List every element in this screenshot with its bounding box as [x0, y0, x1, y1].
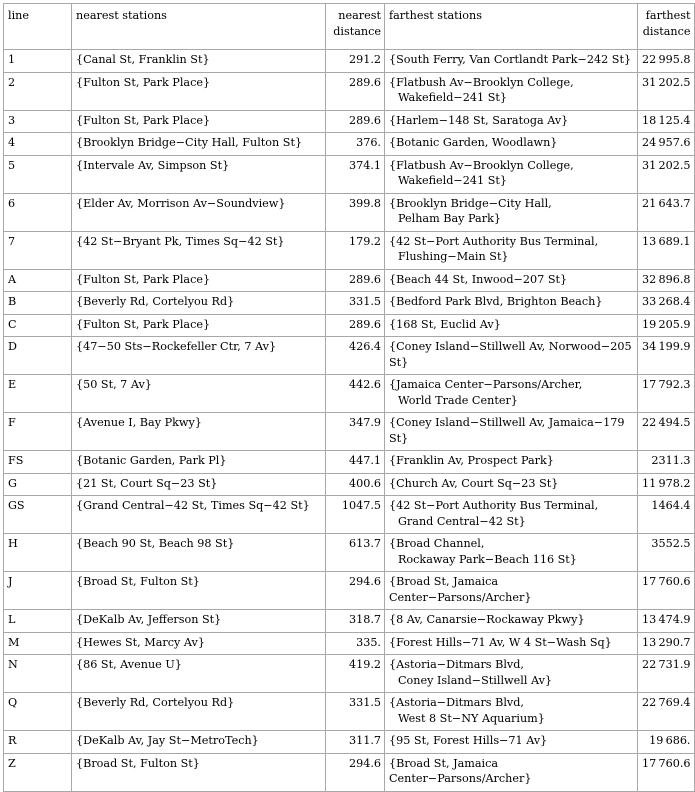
cell-nearest-distance: 426.4: [326, 337, 385, 375]
cell-line: 5: [4, 155, 72, 193]
table-row: [4, 375, 695, 413]
cell-line: C: [4, 314, 72, 337]
header-nearest-distance-line-1: nearest: [338, 9, 381, 22]
cell-line: N: [4, 655, 72, 693]
farthest-stations-line-1: {Harlem−148 St, Saratoga Av}: [389, 113, 569, 127]
cell-farthest-distance: 17 792.3: [638, 375, 695, 413]
cell-nearest-stations: {Brooklyn Bridge−City Hall, Fulton St}: [72, 133, 326, 156]
cell-farthest-stations: [385, 753, 638, 791]
cell-farthest-stations: [385, 193, 638, 231]
cell-nearest-distance: 374.1: [326, 155, 385, 193]
cell-farthest-stations: [385, 375, 638, 413]
cell-nearest-stations: {Hewes St, Marcy Av}: [72, 632, 326, 655]
cell-line: G: [4, 473, 72, 496]
farthest-stations-line-1: {Broad Channel,: [389, 537, 485, 550]
table-row: [4, 731, 695, 754]
cell-farthest-distance: 17 760.6: [638, 572, 695, 610]
cell-nearest-stations: {50 St, 7 Av}: [72, 375, 326, 413]
cell-line: M: [4, 632, 72, 655]
cell-nearest-distance: 447.1: [326, 451, 385, 474]
cell-nearest-stations: {Fulton St, Park Place}: [72, 269, 326, 292]
table-row: [4, 753, 695, 791]
cell-nearest-stations: {Beach 90 St, Beach 98 St}: [72, 534, 326, 572]
header-line: line: [4, 4, 72, 50]
cell-farthest-stations: [385, 133, 638, 156]
farthest-stations-line-1: {Broad St, Jamaica Center−Parsons/Archer}: [389, 756, 532, 785]
table-row: [4, 610, 695, 633]
cell-farthest-distance: 24 957.6: [638, 133, 695, 156]
cell-farthest-distance: 22 995.8: [638, 50, 695, 73]
farthest-stations-line-1: {Forest Hills−71 Av, W 4 St−Wash Sq}: [389, 635, 612, 649]
cell-farthest-stations: [385, 610, 638, 633]
subway-distance-table: [3, 3, 695, 792]
cell-line: J: [4, 572, 72, 610]
table-row: [4, 473, 695, 496]
farthest-stations-line-2: West 8 St−NY Aquarium}: [398, 711, 545, 725]
table-container: [3, 3, 695, 792]
cell-farthest-stations: [385, 473, 638, 496]
cell-farthest-distance: 2311.3: [638, 451, 695, 474]
table-row: [4, 231, 695, 269]
cell-farthest-distance: 34 199.9: [638, 337, 695, 375]
cell-line: 6: [4, 193, 72, 231]
cell-farthest-stations: [385, 451, 638, 474]
cell-line: D: [4, 337, 72, 375]
cell-farthest-stations: [385, 314, 638, 337]
table-body: [4, 50, 695, 792]
cell-farthest-stations: [385, 269, 638, 292]
table-row: [4, 337, 695, 375]
table-row: [4, 451, 695, 474]
cell-farthest-stations: [385, 731, 638, 754]
cell-nearest-stations: {Elder Av, Morrison Av−Soundview}: [72, 193, 326, 231]
cell-nearest-distance: 1047.5: [326, 496, 385, 534]
cell-line: 3: [4, 110, 72, 133]
cell-nearest-stations: {Broad St, Fulton St}: [72, 753, 326, 791]
cell-farthest-distance: 21 643.7: [638, 193, 695, 231]
cell-farthest-distance: 31 202.5: [638, 72, 695, 110]
cell-nearest-stations: {Broad St, Fulton St}: [72, 572, 326, 610]
header-farthest-distance: [638, 4, 695, 50]
cell-farthest-distance: 17 760.6: [638, 753, 695, 791]
cell-farthest-stations: [385, 496, 638, 534]
farthest-stations-line-1: {South Ferry, Van Cortlandt Park−242 St}: [389, 53, 632, 66]
cell-nearest-distance: 179.2: [326, 231, 385, 269]
cell-nearest-distance: 376.: [326, 133, 385, 156]
farthest-stations-line-1: {8 Av, Canarsie−Rockaway Pkwy}: [389, 613, 585, 626]
farthest-stations-line-2: Wakefield−241 St}: [398, 91, 507, 104]
cell-farthest-distance: 13 290.7: [638, 632, 695, 655]
farthest-stations-line-2: Grand Central−42 St}: [398, 514, 526, 528]
cell-farthest-distance: 19 686.: [638, 731, 695, 754]
cell-farthest-stations: [385, 72, 638, 110]
cell-nearest-stations: {Intervale Av, Simpson St}: [72, 155, 326, 193]
table-row: [4, 632, 695, 655]
farthest-stations-line-2: World Trade Center}: [398, 393, 518, 407]
header-farthest-distance-line-1: farthest: [645, 9, 691, 22]
farthest-stations-line-1: {95 St, Forest Hills−71 Av}: [389, 734, 548, 747]
cell-farthest-stations: [385, 337, 638, 375]
cell-line: Z: [4, 753, 72, 791]
table-row: [4, 655, 695, 693]
cell-nearest-distance: 291.2: [326, 50, 385, 73]
cell-nearest-stations: {47−50 Sts−Rockefeller Ctr, 7 Av}: [72, 337, 326, 375]
cell-farthest-distance: 1464.4: [638, 496, 695, 534]
farthest-stations-line-1: {Bedford Park Blvd, Brighton Beach}: [389, 295, 603, 308]
table-row: [4, 110, 695, 133]
cell-line: FS: [4, 451, 72, 474]
cell-line: B: [4, 292, 72, 315]
farthest-stations-line-2: Wakefield−241 St}: [398, 174, 507, 187]
table-row: [4, 413, 695, 451]
cell-line: 7: [4, 231, 72, 269]
cell-nearest-distance: 289.6: [326, 72, 385, 110]
table-row: [4, 133, 695, 156]
cell-farthest-distance: 11 978.2: [638, 473, 695, 496]
table-row: [4, 72, 695, 110]
cell-line: Q: [4, 693, 72, 731]
farthest-stations-line-1: {Flatbush Av−Brooklyn College,: [389, 158, 574, 172]
cell-nearest-distance: 289.6: [326, 269, 385, 292]
cell-line: L: [4, 610, 72, 633]
cell-line: 2: [4, 72, 72, 110]
farthest-stations-line-1: {Coney Island−Stillwell Av, Jamaica−179 St}: [389, 416, 625, 445]
cell-line: E: [4, 375, 72, 413]
cell-nearest-stations: {21 St, Court Sq−23 St}: [72, 473, 326, 496]
table-row: [4, 50, 695, 73]
farthest-stations-line-1: {Brooklyn Bridge−City Hall,: [389, 196, 552, 210]
cell-farthest-stations: [385, 413, 638, 451]
cell-nearest-distance: 347.9: [326, 413, 385, 451]
table-row: [4, 155, 695, 193]
cell-nearest-stations: {86 St, Avenue U}: [72, 655, 326, 693]
cell-nearest-stations: {DeKalb Av, Jefferson St}: [72, 610, 326, 633]
cell-farthest-distance: 32 896.8: [638, 269, 695, 292]
cell-farthest-distance: 18 125.4: [638, 110, 695, 133]
header-row: [4, 4, 695, 50]
cell-nearest-distance: 318.7: [326, 610, 385, 633]
cell-nearest-stations: {Beverly Rd, Cortelyou Rd}: [72, 292, 326, 315]
farthest-stations-line-1: {Franklin Av, Prospect Park}: [389, 454, 554, 467]
cell-farthest-stations: [385, 231, 638, 269]
cell-nearest-distance: 311.7: [326, 731, 385, 754]
cell-farthest-distance: 3552.5: [638, 534, 695, 572]
cell-line: 1: [4, 50, 72, 73]
table-row: [4, 534, 695, 572]
cell-nearest-stations: {Avenue I, Bay Pkwy}: [72, 413, 326, 451]
cell-farthest-distance: 13 689.1: [638, 231, 695, 269]
cell-line: F: [4, 413, 72, 451]
cell-line: R: [4, 731, 72, 754]
cell-farthest-distance: 22 769.4: [638, 693, 695, 731]
cell-nearest-distance: 331.5: [326, 292, 385, 315]
header-farthest-stations: farthest stations: [385, 4, 638, 50]
farthest-stations-line-2: Rockaway Park−Beach 116 St}: [398, 552, 577, 566]
cell-nearest-distance: 289.6: [326, 314, 385, 337]
table-row: [4, 314, 695, 337]
cell-farthest-stations: [385, 155, 638, 193]
farthest-stations-line-1: {Beach 44 St, Inwood−207 St}: [389, 272, 568, 286]
cell-line: A: [4, 269, 72, 292]
cell-line: 4: [4, 133, 72, 156]
farthest-stations-line-1: {Church Av, Court Sq−23 St}: [389, 476, 559, 490]
table-row: [4, 496, 695, 534]
cell-nearest-stations: {Botanic Garden, Park Pl}: [72, 451, 326, 474]
farthest-stations-line-1: {Broad St, Jamaica Center−Parsons/Archer}: [389, 575, 532, 604]
cell-farthest-stations: [385, 50, 638, 73]
cell-line: GS: [4, 496, 72, 534]
cell-nearest-stations: {Fulton St, Park Place}: [72, 314, 326, 337]
header-nearest-distance: [326, 4, 385, 50]
farthest-stations-line-1: {Astoria−Ditmars Blvd,: [389, 658, 524, 671]
cell-nearest-distance: 419.2: [326, 655, 385, 693]
cell-farthest-distance: 33 268.4: [638, 292, 695, 315]
cell-line: H: [4, 534, 72, 572]
cell-nearest-stations: {Fulton St, Park Place}: [72, 72, 326, 110]
cell-nearest-stations: {Beverly Rd, Cortelyou Rd}: [72, 693, 326, 731]
cell-nearest-stations: {Fulton St, Park Place}: [72, 110, 326, 133]
farthest-stations-line-1: {Botanic Garden, Woodlawn}: [389, 136, 558, 149]
cell-nearest-distance: 294.6: [326, 753, 385, 791]
farthest-stations-line-1: {42 St−Port Authority Bus Terminal,: [389, 499, 599, 512]
farthest-stations-line-2: Flushing−Main St}: [398, 250, 509, 263]
cell-farthest-distance: 22 494.5: [638, 413, 695, 451]
table-row: [4, 572, 695, 610]
farthest-stations-line-1: {Coney Island−Stillwell Av, Norwood−205 St}: [389, 340, 632, 369]
farthest-stations-line-1: {Astoria−Ditmars Blvd,: [389, 696, 524, 709]
cell-nearest-distance: 294.6: [326, 572, 385, 610]
farthest-stations-line-1: {42 St−Port Authority Bus Terminal,: [389, 234, 599, 248]
cell-nearest-distance: 335.: [326, 632, 385, 655]
table-row: [4, 193, 695, 231]
farthest-stations-line-1: {Jamaica Center−Parsons/Archer,: [389, 378, 583, 391]
cell-farthest-stations: [385, 110, 638, 133]
cell-farthest-distance: 13 474.9: [638, 610, 695, 633]
cell-farthest-stations: [385, 534, 638, 572]
header-nearest-distance-line-2: distance: [333, 24, 381, 38]
cell-nearest-distance: 289.6: [326, 110, 385, 133]
cell-nearest-distance: 442.6: [326, 375, 385, 413]
cell-farthest-distance: 19 205.9: [638, 314, 695, 337]
header-nearest-stations: nearest stations: [72, 4, 326, 50]
farthest-stations-line-1: {Flatbush Av−Brooklyn College,: [389, 75, 574, 89]
cell-nearest-distance: 399.8: [326, 193, 385, 231]
cell-nearest-stations: {42 St−Bryant Pk, Times Sq−42 St}: [72, 231, 326, 269]
cell-farthest-stations: [385, 572, 638, 610]
cell-farthest-stations: [385, 292, 638, 315]
cell-nearest-stations: {DeKalb Av, Jay St−MetroTech}: [72, 731, 326, 754]
cell-farthest-stations: [385, 655, 638, 693]
cell-nearest-distance: 400.6: [326, 473, 385, 496]
cell-nearest-distance: 331.5: [326, 693, 385, 731]
farthest-stations-line-2: Coney Island−Stillwell Av}: [398, 673, 553, 687]
header-farthest-distance-line-2: distance: [642, 24, 691, 38]
cell-farthest-distance: 31 202.5: [638, 155, 695, 193]
cell-farthest-stations: [385, 632, 638, 655]
farthest-stations-line-2: Pelham Bay Park}: [398, 212, 501, 225]
farthest-stations-line-1: {168 St, Euclid Av}: [389, 317, 501, 331]
cell-farthest-distance: 22 731.9: [638, 655, 695, 693]
cell-nearest-stations: {Canal St, Franklin St}: [72, 50, 326, 73]
table-row: [4, 269, 695, 292]
cell-nearest-distance: 613.7: [326, 534, 385, 572]
table-row: [4, 292, 695, 315]
cell-nearest-stations: {Grand Central−42 St, Times Sq−42 St}: [72, 496, 326, 534]
